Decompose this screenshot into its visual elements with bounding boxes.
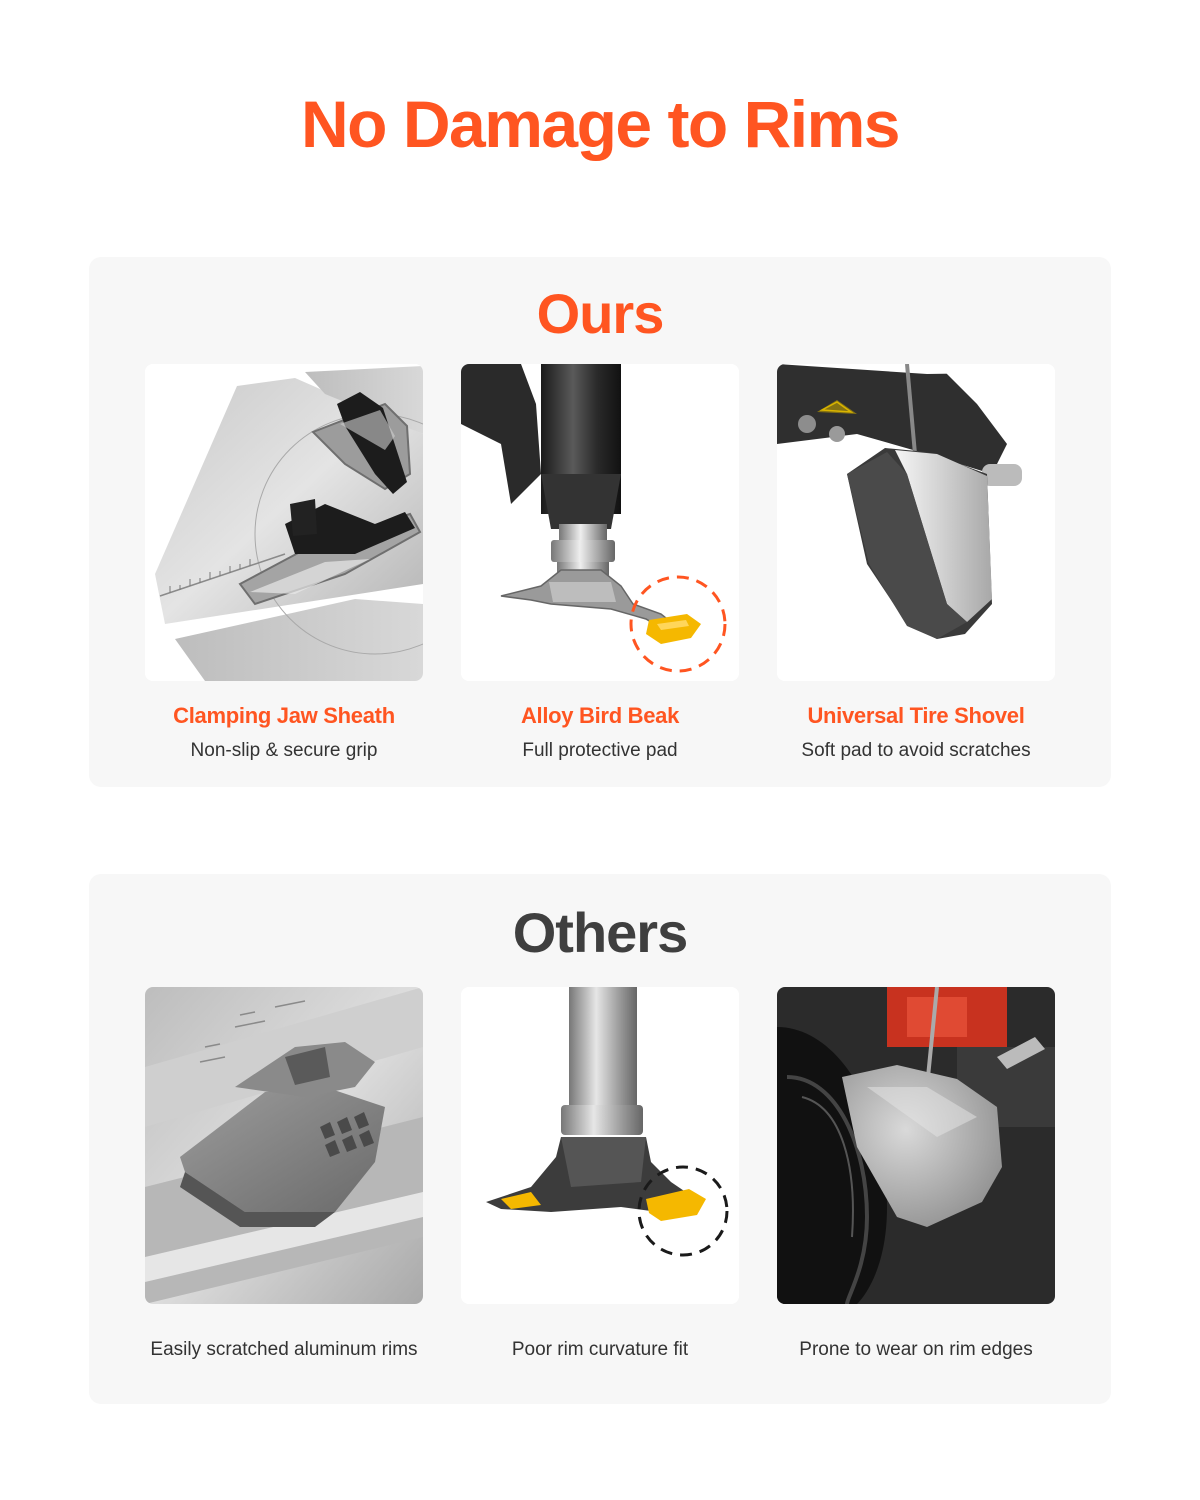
universal-tire-shovel-photo [777, 364, 1055, 681]
universal-tire-shovel-title: Universal Tire Shovel [807, 703, 1025, 728]
plain-bird-beak-photo [461, 987, 739, 1304]
others-beak-desc: Poor rim curvature fit [511, 1339, 689, 1360]
universal-tire-shovel-desc: Soft pad to avoid scratches [801, 740, 1031, 761]
ours-panel [89, 257, 1111, 787]
others-shovel-desc: Prone to wear on rim edges [799, 1339, 1033, 1360]
clamping-jaw-sheath-title: Clamping Jaw Sheath [173, 703, 395, 728]
alloy-bird-beak-title: Alloy Bird Beak [520, 703, 680, 728]
others-panel [89, 874, 1111, 1404]
alloy-bird-beak-photo [461, 364, 739, 681]
clamping-jaw-sheath-desc: Non-slip & secure grip [190, 740, 378, 761]
metal-tire-shovel-photo [777, 987, 1055, 1304]
others-jaw-desc: Easily scratched aluminum rims [150, 1339, 418, 1360]
ours-heading: Ours [536, 282, 664, 345]
metal-clamping-jaw-photo [145, 987, 423, 1304]
others-heading: Others [512, 901, 688, 964]
clamping-jaw-sheath-photo [145, 364, 423, 681]
page-title: No Damage to Rims [301, 87, 899, 161]
alloy-bird-beak-desc: Full protective pad [522, 740, 678, 761]
